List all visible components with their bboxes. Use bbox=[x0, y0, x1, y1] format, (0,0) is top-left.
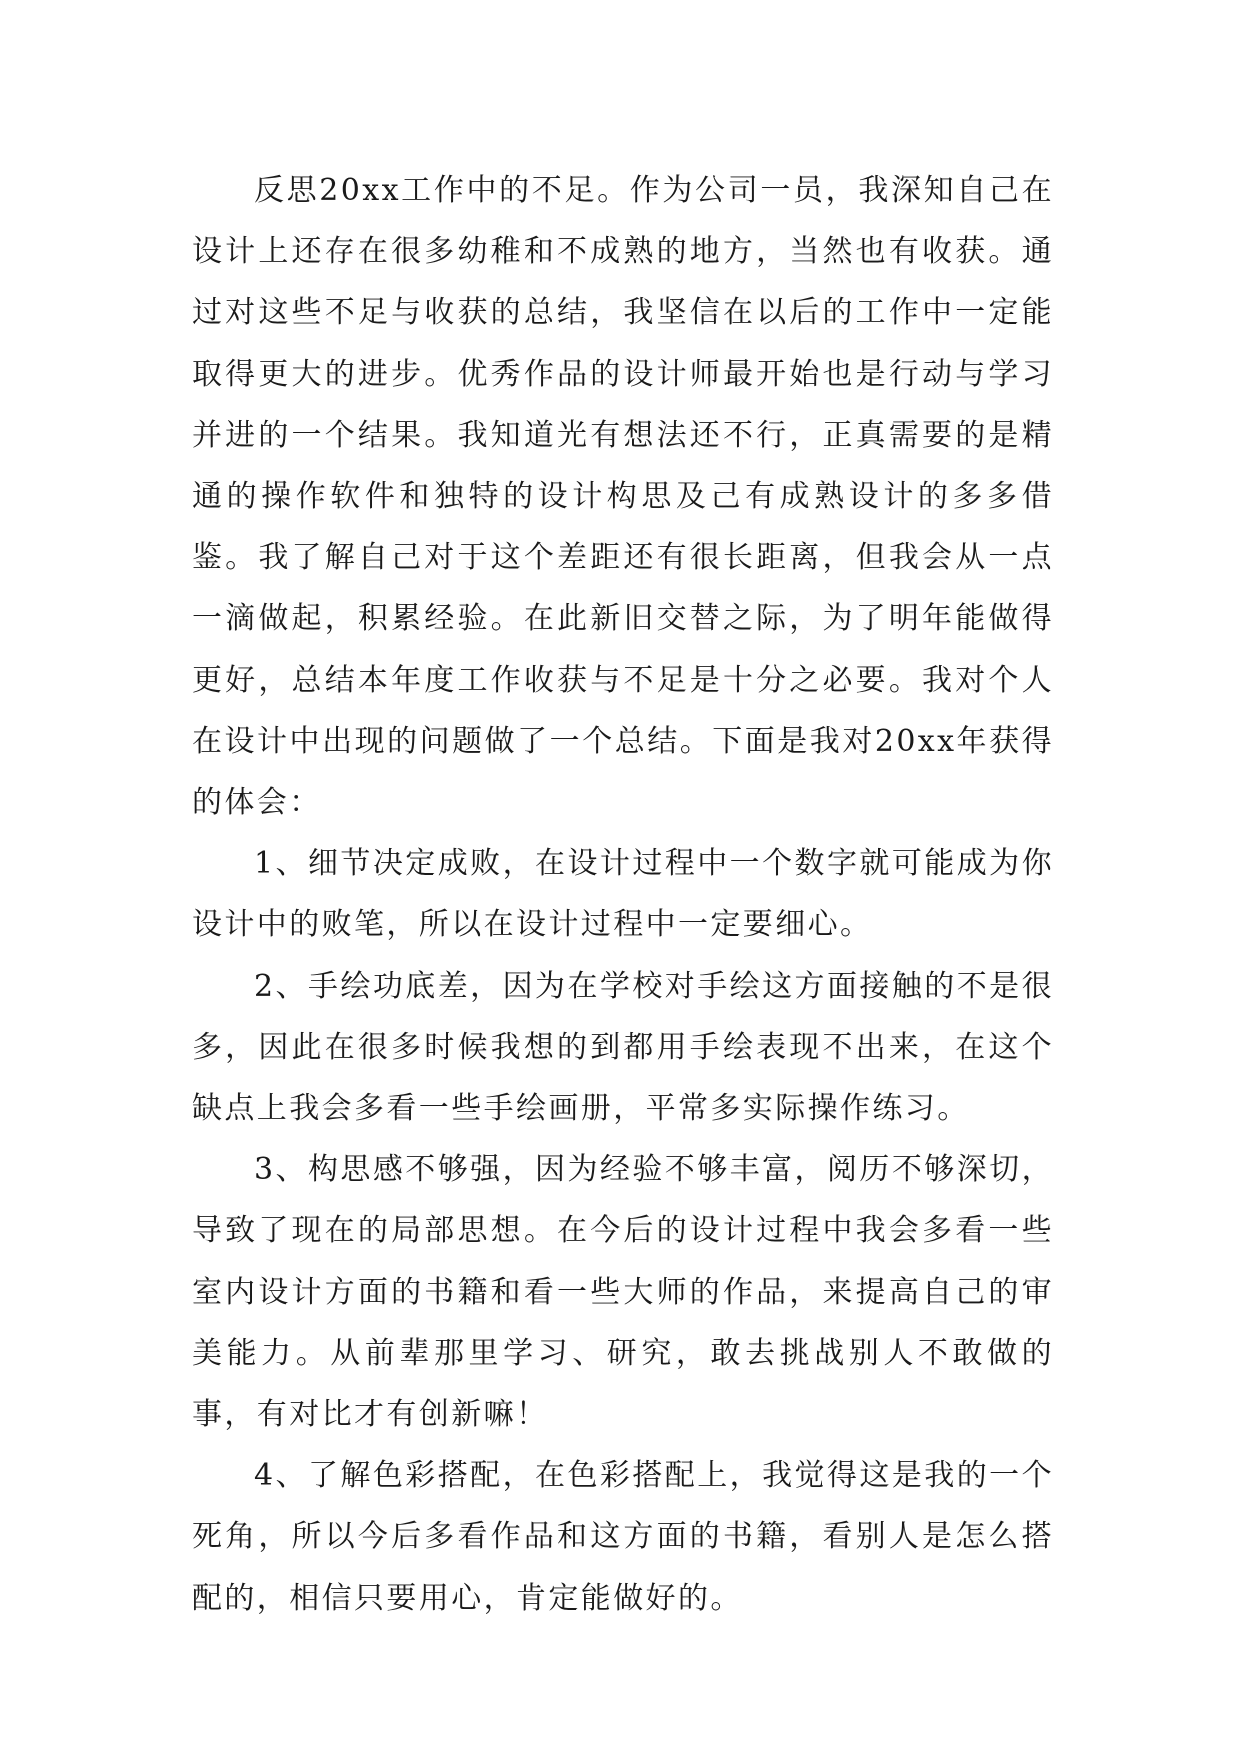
paragraph-point-3-concept: 3、构思感不够强，因为经验不够丰富，阅历不够深切，导致了现在的局部思想。在今后的设计过程中我会多看一些室内设计方面的书籍和看一些大师的作品，来提高自己的审美能力。从前辈那里学习、研究，敢去挑战别人不敢做的事，有对比才有创新嘛！ bbox=[192, 1152, 1054, 1433]
paragraph-point-1-details: 1、细节决定成败，在设计过程中一个数字就可能成为你设计中的败笔，所以在设计过程中一定要细心。 bbox=[192, 846, 1054, 943]
paragraph-point-2-hand-drawing: 2、手绘功底差，因为在学校对手绘这方面接触的不是很多，因此在很多时候我想的到都用手绘表现不出来，在这个缺点上我会多看一些手绘画册，平常多实际操作练习。 bbox=[192, 968, 1054, 1127]
paragraph-point-4-color-matching: 4、了解色彩搭配，在色彩搭配上，我觉得这是我的一个死角，所以今后多看作品和这方面的书籍，看别人是怎么搭配的，相信只要用心，肯定能做好的。 bbox=[192, 1458, 1054, 1616]
paragraph-reflection-intro: 反思20xx工作中的不足。作为公司一员，我深知自己在设计上还存在很多幼稚和不成熟的地方，当然也有收获。通过对这些不足与收获的总结，我坚信在以后的工作中一定能取得更大的进步。优秀作品的设计师最开始也是行动与学习并进的一个结果。我知道光有想法还不行，正真需要的是精通的操作软件和独特的设计构思及己有成熟设计的多多借鉴。我了解自己对于这个差距还有很长距离，但我会从一点一滴做起，积累经验。在此新旧交替之际，为了明年能做得更好，总结本年度工作收获与不足是十分之必要。我对个人在设计中出现的问题做了一个总结。下面是我对20xx年获得的体会： bbox=[192, 173, 1054, 821]
document-body bbox=[192, 160, 1054, 1629]
